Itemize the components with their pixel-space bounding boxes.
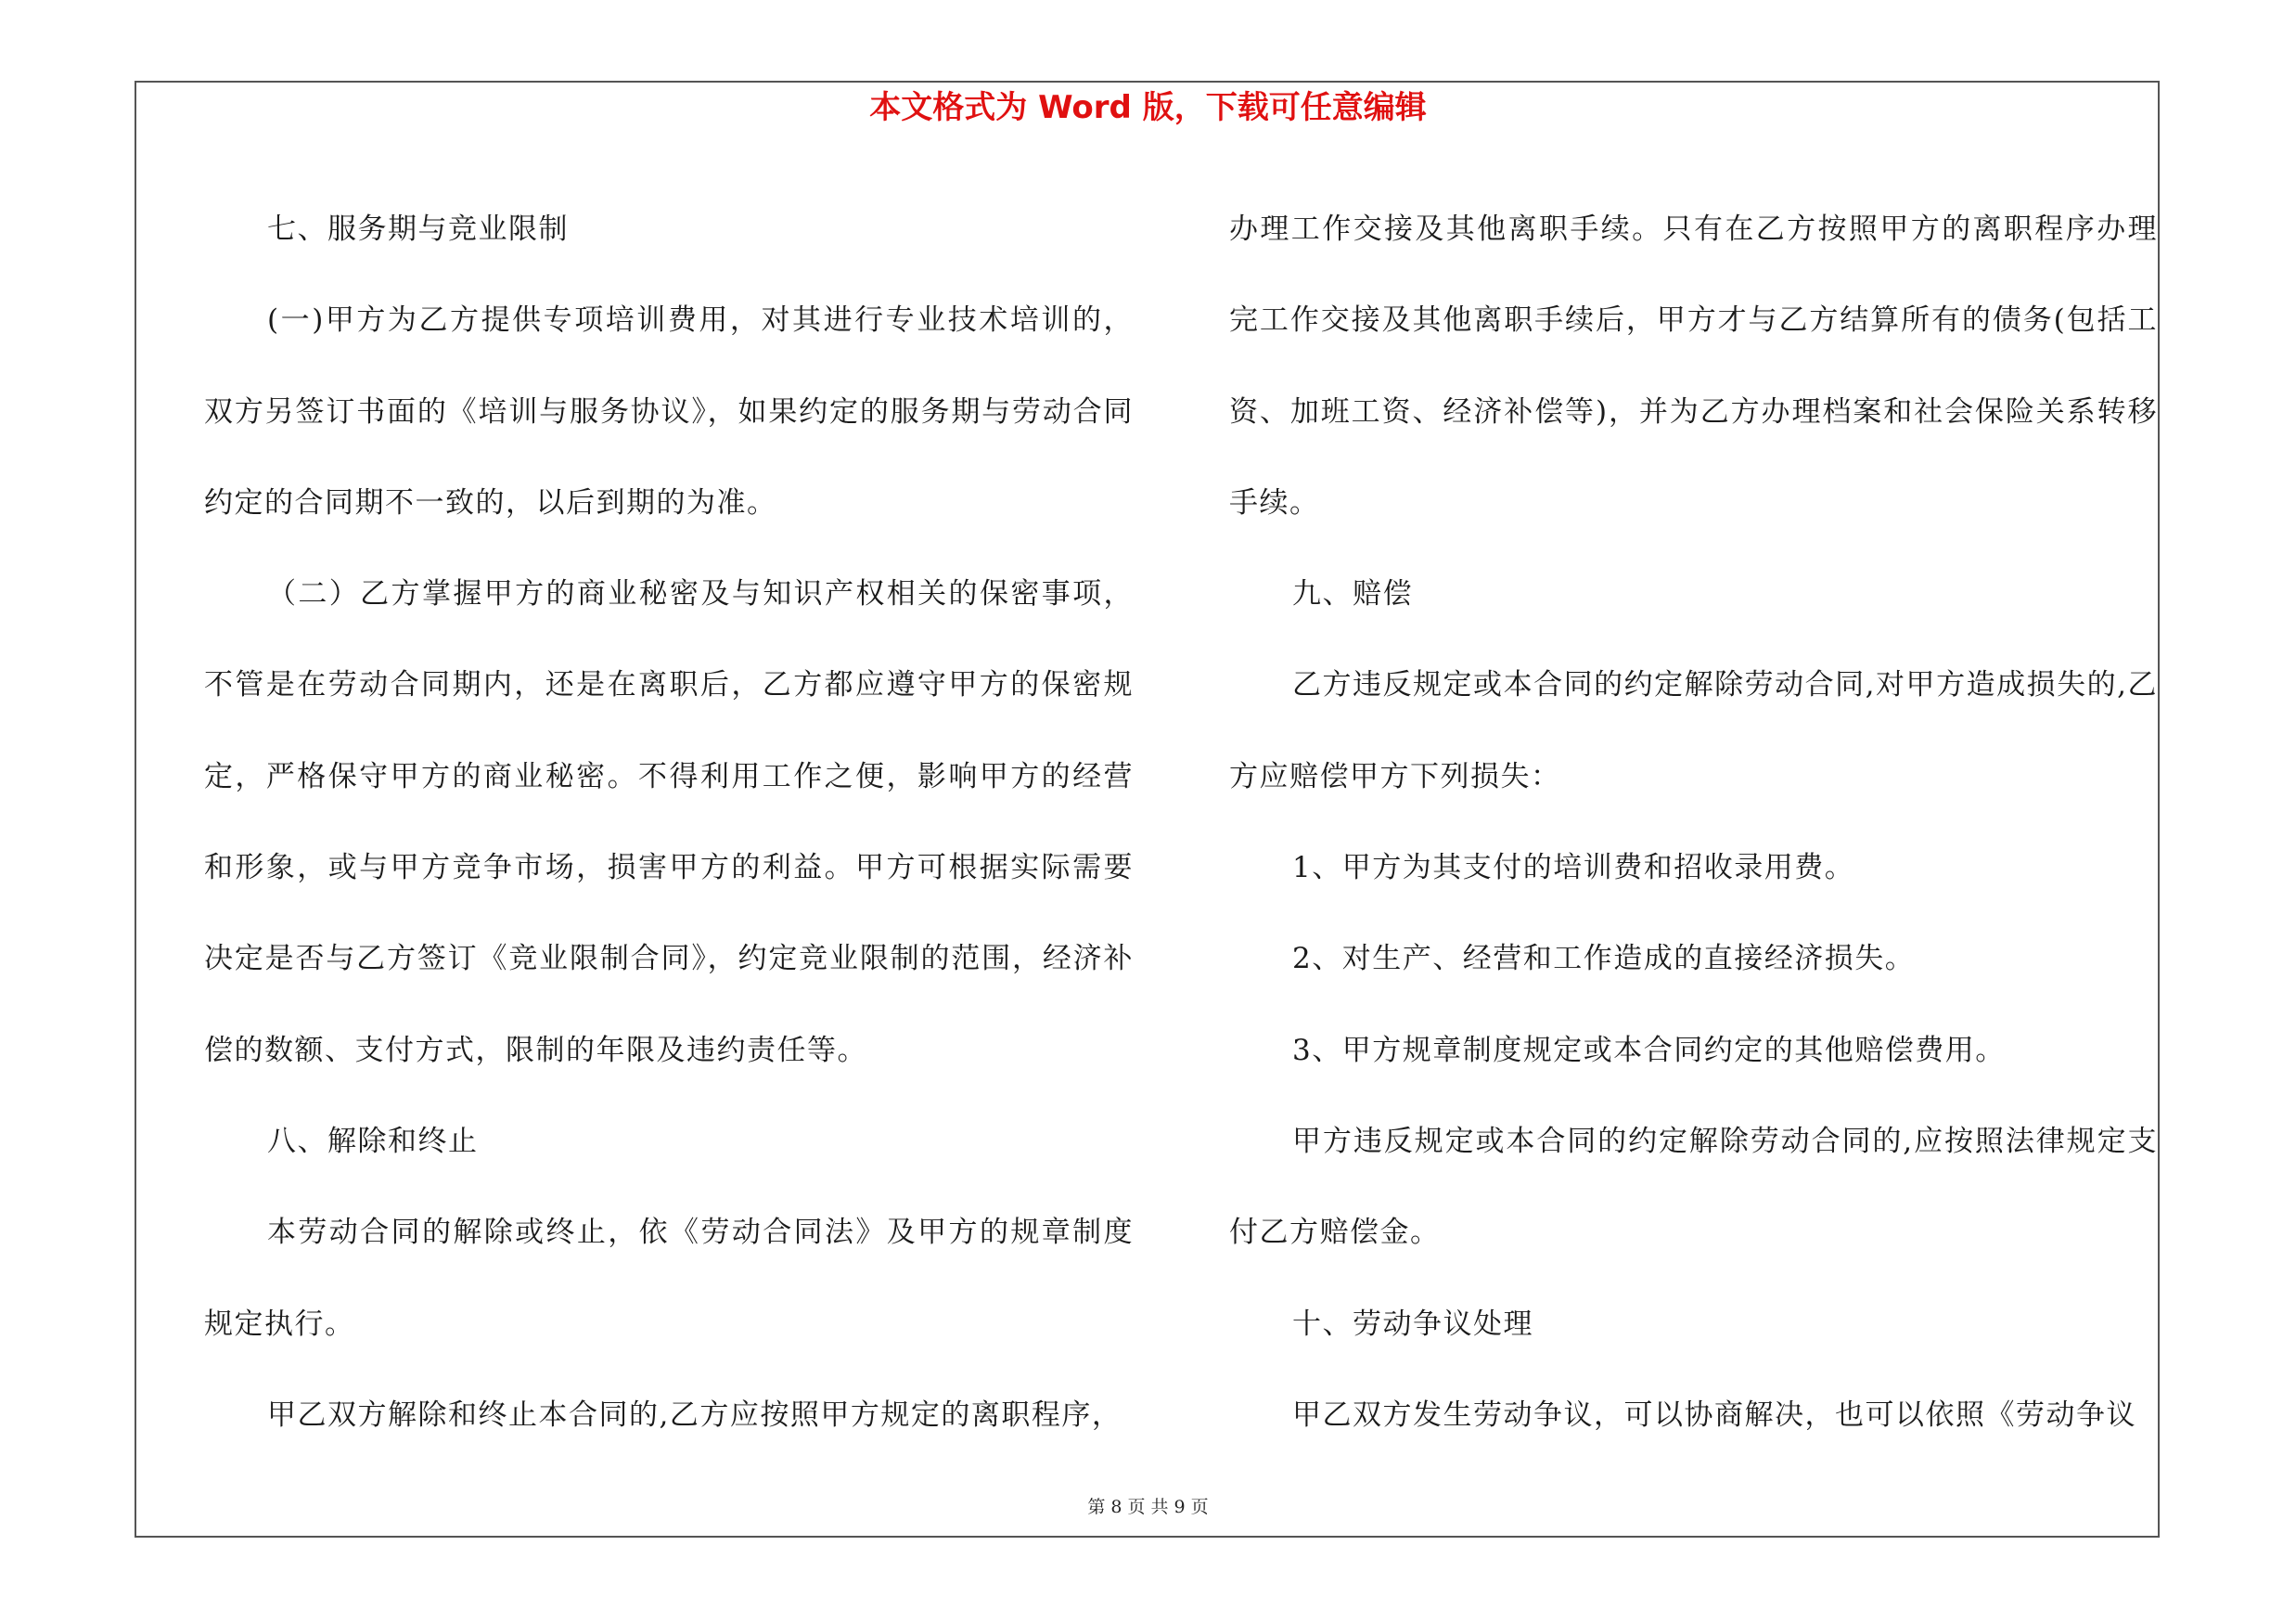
paragraph: 七、服务期与竞业限制 — [267, 213, 569, 246]
left-text-column — [204, 184, 1134, 1461]
right-text-column — [1229, 184, 2158, 1461]
paragraph: 1、甲方为其支付的培训费和招收录用费。 — [1292, 851, 1855, 885]
format-notice-banner: 本文格式为 Word 版，下载可任意编辑 — [869, 89, 1427, 126]
paragraph: 甲乙双方发生劳动争议，可以协商解决，也可以依照《劳动争议 — [1292, 1398, 2136, 1432]
paragraph: 乙方违反规定或本合同的约定解除劳动合同,对甲方造成损失的,乙方应赔偿甲方下列损失： — [1229, 668, 2158, 793]
paragraph: (一)甲方为乙方提供专项培训费用，对其进行专业技术培训的，双方另签订书面的《培训与服务协议》，如果约定的服务期与劳动合同约定的合同期不一致的，以后到期的为准。 — [204, 303, 1134, 520]
paragraph: 八、解除和终止 — [267, 1124, 479, 1158]
paragraph: 甲乙双方解除和终止本合同的,乙方应按照甲方规定的离职程序， — [267, 1398, 1122, 1432]
paragraph: 3、甲方规章制度规定或本合同约定的其他赔偿费用。 — [1292, 1033, 2006, 1067]
paragraph: 九、赔偿 — [1292, 577, 1413, 612]
paragraph: 十、劳动争议处理 — [1292, 1307, 1533, 1341]
paragraph: 办理工作交接及其他离职手续。只有在乙方按照甲方的离职程序办理完工作交接及其他离职手续后，甲方才与乙方结算所有的债务(包括工资、加班工资、经济补偿等)，并为乙方办理档案和社会保险关系转移手续。 — [1229, 213, 2158, 520]
page-number-footer: 第 8 页 共 9 页 — [1087, 1497, 1209, 1517]
paragraph: 本劳动合同的解除或终止，依《劳动合同法》及甲方的规章制度规定执行。 — [204, 1216, 1134, 1341]
paragraph: 2、对生产、经营和工作造成的直接经济损失。 — [1292, 942, 1916, 976]
paragraph: 甲方违反规定或本合同的约定解除劳动合同的,应按照法律规定支付乙方赔偿金。 — [1229, 1124, 2158, 1250]
paragraph: （二）乙方掌握甲方的商业秘密及与知识产权相关的保密事项，不管是在劳动合同期内，还是在离职后，乙方都应遵守甲方的保密规定，严格保守甲方的商业秘密。不得利用工作之便，影响甲方的经营和形象，或与甲方竞争市场，损害甲方的利益。甲方可根据实际需要决定是否与乙方签订《竞业限制合同》，约定竞业限制的范围，经济补偿的数额、支付方式，限制的年限及违约责任等。 — [204, 577, 1134, 1067]
